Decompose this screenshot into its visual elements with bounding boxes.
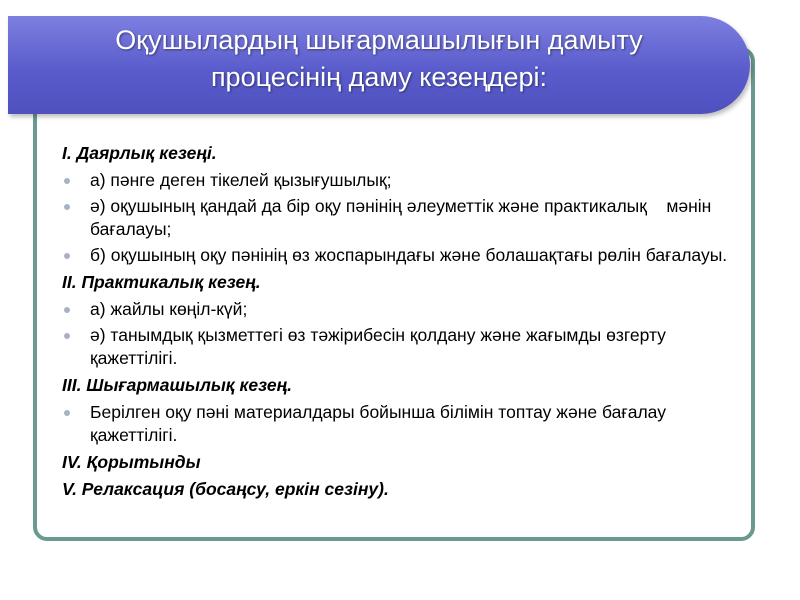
list-item [62,195,742,241]
title-line-1: Оқушылардың шығармашылығын дамыту [115,25,643,55]
list-item-text: б) оқушының оқу пәнінің өз жоспарындағы және болашақтағы рөлін бағалауы. [90,245,728,265]
list-item-text: ә) оқушының қандай да бір оқу пәнінің әлеуметтік және практикалық мәнін бағалауы; [90,196,717,239]
list-item [62,324,742,370]
bullet-icon [64,253,70,259]
list-item [62,401,742,447]
bullet-icon [64,410,70,416]
section-heading: I. Даярлық кезеңі. [62,143,217,163]
slide-content [62,138,742,505]
bullet-icon [64,333,70,339]
section-heading: V. Релаксация (босаңсу, еркін сезіну). [62,479,389,499]
section-heading: IV. Қорытынды [62,452,201,472]
list-item [62,169,742,192]
list-item [62,244,742,267]
bullet-icon [64,204,70,210]
list-item-text: а) пәнге деген тікелей қызығушылық; [90,170,392,190]
list-item-text: а) жайлы көңіл-күй; [90,299,248,319]
list-item-text: ә) танымдық қызметтегі өз тәжірибесін қолдану және жағымды өзгерту қажеттілігі. [90,325,671,368]
list-item [62,298,742,321]
slide-title [8,22,750,96]
title-line-2: процесінің даму кезеңдері: [210,62,548,92]
bullet-icon [64,178,70,184]
section-heading: II. Практикалық кезең. [62,272,261,292]
section-heading: III. Шығармашылық кезең. [62,375,293,395]
bullet-icon [64,307,70,313]
list-item-text: Берілген оқу пәні материалдары бойынша білімін топтау және бағалау қажеттілігі. [90,402,671,445]
